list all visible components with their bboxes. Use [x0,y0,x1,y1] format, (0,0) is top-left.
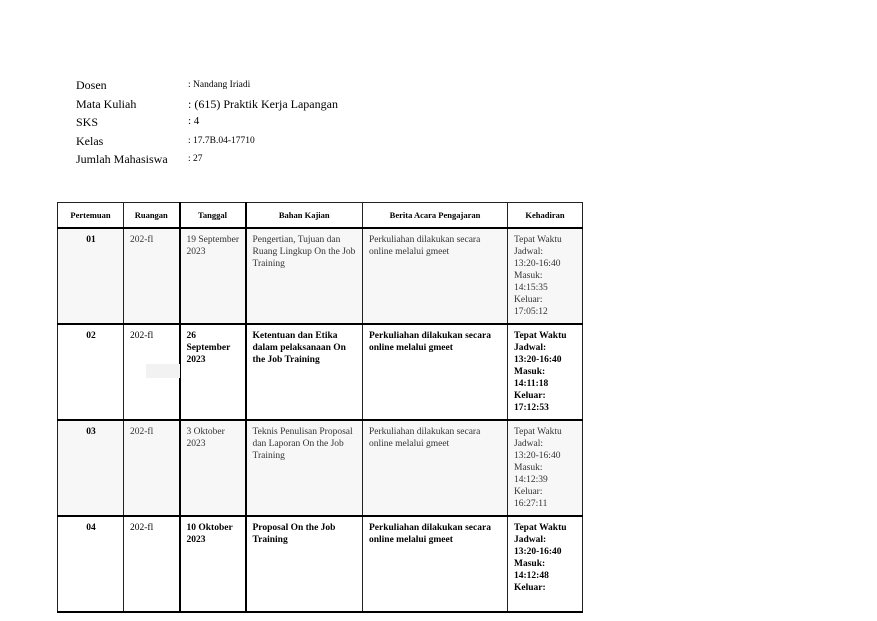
cell-tanggal: 26 September 2023 [180,324,246,420]
table-row [58,420,583,516]
kehadiran-line: 16:27:11 [514,499,548,509]
cell-bahan-kajian: Proposal On the Job Training [246,516,363,612]
kehadiran-line: 13:20-16:40 [514,355,562,365]
header-kehadiran: Kehadiran [508,203,583,229]
kehadiran-line: 14:11:18 [514,379,549,389]
cell-bahan-kajian: Pengertian, Tujuan dan Ruang Lingkup On the Job Training [246,228,363,324]
kehadiran-line: Jadwal: [514,535,547,545]
kehadiran-line: Keluar: [514,583,546,593]
cell-kehadiran [508,228,583,324]
cell-kehadiran [508,324,583,420]
cell-tanggal: 3 Oktober 2023 [180,420,246,516]
info-label-sks: SKS [76,115,99,129]
kehadiran-line: Masuk: [514,463,543,473]
cell-tanggal: 10 Oktober 2023 [180,516,246,612]
kehadiran-line: Jadwal: [514,247,544,257]
kehadiran-line: 17:12:53 [514,403,549,413]
kehadiran-line: 14:15:35 [514,283,548,293]
kehadiran-line: Masuk: [514,367,546,377]
kehadiran-line: 13:20-16:40 [514,547,562,557]
info-label-kelas: Kelas [76,133,104,148]
kehadiran-line: 14:12:48 [514,571,549,581]
cell-berita-acara: Perkuliahan dilakukan secara online melalui gmeet [363,516,508,612]
table-row [58,516,583,612]
header-ruangan: Ruangan [124,203,180,229]
kehadiran-line: Masuk: [514,559,546,569]
info-label-mata-kuliah: Mata Kuliah [76,96,137,111]
info-value-sks: : 4 [188,115,200,127]
info-value-dosen: : Nandang Iriadi [188,80,251,90]
kehadiran-line: 13:20-16:40 [514,259,561,269]
cell-tanggal: 19 September 2023 [180,228,246,324]
cell-ruangan: 202-fl [124,516,180,612]
cell-pertemuan: 01 [58,228,124,324]
kehadiran-line: Keluar: [514,487,543,497]
header-tanggal: Tanggal [180,203,246,229]
cell-berita-acara: Perkuliahan dilakukan secara online melalui gmeet [363,324,508,420]
cell-pertemuan: 02 [58,324,124,420]
info-label-dosen: Dosen [76,78,107,92]
cell-pertemuan: 03 [58,420,124,516]
header-bahan-kajian: Bahan Kajian [246,203,363,229]
table-row [58,324,583,420]
info-value-kelas: : 17.7B.04-17710 [188,135,255,146]
kehadiran-line: Tepat Waktu [514,331,567,341]
header-pertemuan: Pertemuan [58,203,124,229]
cell-bahan-kajian: Ketentuan dan Etika dalam pelaksanaan On the Job Training [246,324,363,420]
info-label-jumlah-mahasiswa: Jumlah Mahasiswa [76,152,168,166]
header-berita-acara: Berita Acara Pengajaran [363,203,508,229]
kehadiran-line: Jadwal: [514,439,544,449]
kehadiran-line: Keluar: [514,295,543,305]
cell-ruangan: 202-fl [124,324,180,420]
cell-pertemuan: 04 [58,516,124,612]
cell-kehadiran [508,420,583,516]
kehadiran-line: Tepat Waktu [514,523,567,533]
cell-ruangan: 202-fl [124,228,180,324]
kehadiran-line: 17:05:12 [514,307,548,317]
cell-kehadiran [508,516,583,612]
kehadiran-line: Keluar: [514,391,546,401]
kehadiran-line: Jadwal: [514,343,547,353]
scan-smudge [146,364,180,378]
table-row [58,228,583,324]
kehadiran-line: 13:20-16:40 [514,451,561,461]
info-value-jumlah-mahasiswa: : 27 [188,154,203,164]
kehadiran-line: Tepat Waktu [514,427,562,437]
attendance-table [57,202,583,613]
cell-bahan-kajian: Teknis Penulisan Proposal dan Laporan On the Job Training [246,420,363,516]
cell-ruangan: 202-fl [124,420,180,516]
cell-berita-acara: Perkuliahan dilakukan secara online melalui gmeet [363,420,508,516]
info-value-mata-kuliah: : (615) Praktik Kerja Lapangan [188,96,338,111]
kehadiran-line: Masuk: [514,271,543,281]
kehadiran-line: 14:12:39 [514,475,548,485]
table-header-row [58,203,583,229]
kehadiran-line: Tepat Waktu [514,235,562,245]
cell-berita-acara: Perkuliahan dilakukan secara online melalui gmeet [363,228,508,324]
